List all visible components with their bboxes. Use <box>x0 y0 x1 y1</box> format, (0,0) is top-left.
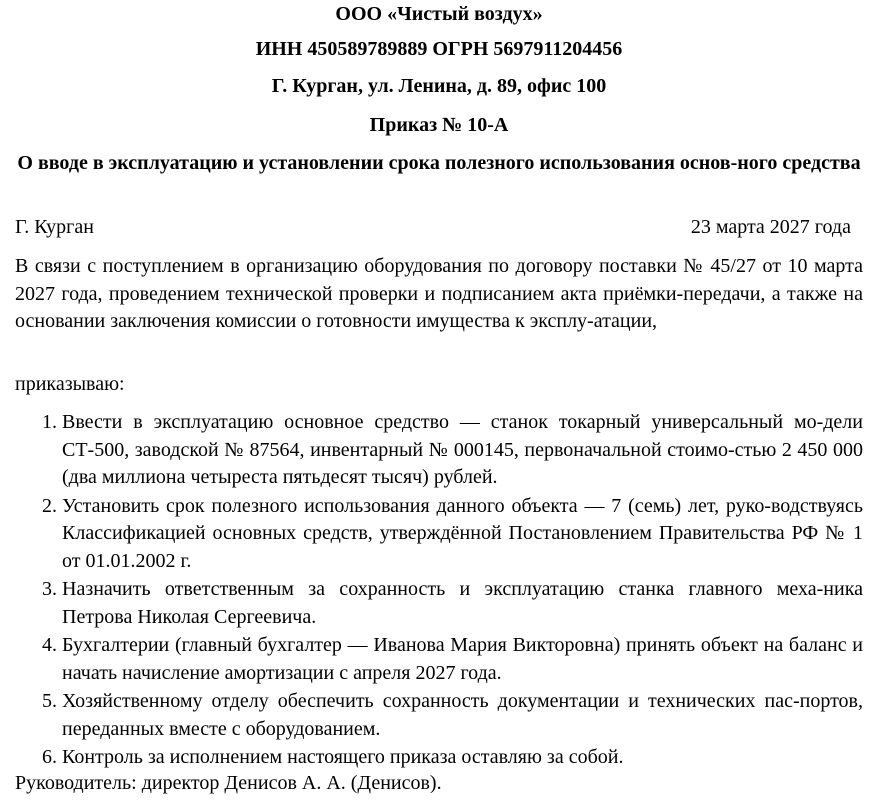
intro-paragraph: В связи с поступлением в организацию оборудования по договору поставки № 45/27 от 10 марта 2027 года, проведением технической проверки и подписанием акта приёмки-передачи, а также на основании заключения комиссии о готовности имущества к эксплу-атации, <box>15 255 863 332</box>
list-item <box>15 744 863 772</box>
item-text: Хозяйственному отделу обеспечить сохранность документации и технических пас-портов, переданных вместе с оборудованием. <box>62 690 863 740</box>
date: 23 марта 2027 года <box>690 216 851 238</box>
list-item <box>15 409 863 492</box>
list-item <box>15 576 863 631</box>
signer-line: Руководитель: директор Денисов А. А. (Денисов). <box>15 772 442 794</box>
list-item <box>15 688 863 743</box>
list-item <box>15 632 863 687</box>
item-text: Установить срок полезного использования данного объекта — 7 (семь) лет, руко-водствуясь Классификацией основных средств, утверждённой Постановлением Правительства РФ № 1 от 01.01.2002 г. <box>62 494 863 572</box>
item-text: Контроль за исполнением настоящего приказа оставляю за собой. <box>62 746 624 768</box>
item-text: Назначить ответственным за сохранность и эксплуатацию станка главного меха-ника Петрова Николая Сергеевича. <box>62 578 863 628</box>
item-number: 1. <box>42 411 57 433</box>
item-number: 2. <box>42 494 57 517</box>
company-ids: ИНН 450589789889 ОГРН 5697911204456 <box>255 38 623 60</box>
list-item <box>15 493 863 576</box>
order-subject: О вводе в эксплуатацию и установлении срока полезного использования основ-ного средства <box>17 152 861 174</box>
item-number: 5. <box>42 690 57 712</box>
item-number: 4. <box>42 634 57 656</box>
order-items-list <box>15 409 863 773</box>
item-text: Ввести в эксплуатацию основное средство — станок токарный универсальный мо-дели СТ-500, заводской № 87564, инвентарный № 000145, первоначальной стоимо-стью 2 450 000 (два миллиона четыреста пятьдесят тысяч) рублей. <box>62 411 863 488</box>
order-title: Приказ № 10-А <box>369 114 509 136</box>
company-name: ООО «Чистый воздух» <box>335 3 543 25</box>
order-word: приказываю: <box>15 373 125 395</box>
item-text: Бухгалтерии (главный бухгалтер — Иванова Мария Викторовна) принять объект на баланс и начать начисление амортизации с апреля 2027 года. <box>62 634 863 684</box>
place-date-line <box>15 214 851 241</box>
item-number: 3. <box>42 578 57 600</box>
item-number: 6. <box>42 746 57 768</box>
place: Г. Курган <box>15 216 94 238</box>
company-address: Г. Курган, ул. Ленина, д. 89, офис 100 <box>271 75 607 97</box>
